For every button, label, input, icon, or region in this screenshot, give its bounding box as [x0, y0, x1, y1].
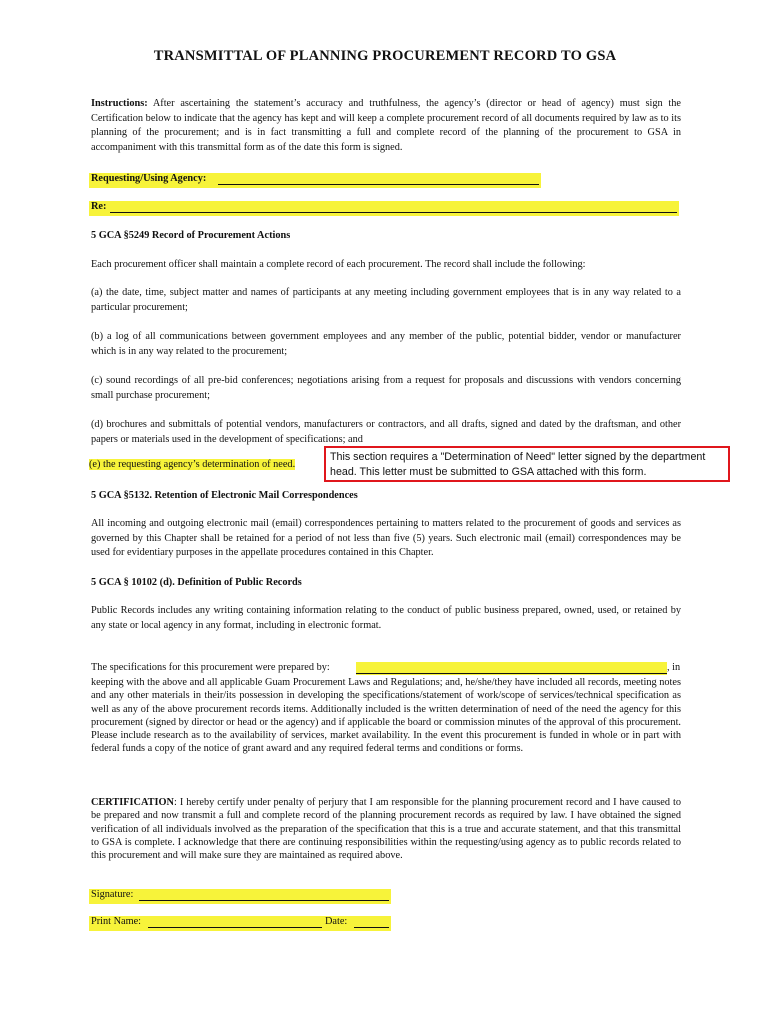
section-5132-text: All incoming and outgoing electronic mail (email) correspondences pertaining to matters related to the procurement of goods and services as governed by this Chapter shall be retained for a period of not less than five (5) years. Such electronic mail (email) correspondences may be used for evidentiary purposes in the appellate procedures contained in this Chapter. — [91, 518, 681, 559]
signature-label: Signature: — [91, 889, 134, 900]
item-d: (d) brochures and submittals of potential vendors, manufacturers or contractors, and all drafts, signed and dated by the draftsman, and other papers or materials used in the development of specifications; and — [91, 419, 681, 445]
specifications-text: keeping with the above and all applicable Guam Procurement Laws and Regulations; and, he/she/they have included all records, meeting notes and any other materials in their/its possession in developing the specifications/statement of work/scope of services/technical specification as well as any of the above procurement records items. Additionally included is the written determination of need of the need the agency for this procurement (signed by director or head or the agency) and if applicable the board or commission minutes of the approval of this procurement. Please include research as to the availability of services, market availability. In the event this procurement is funded in whole or in part with federal funds a copy of the notice of grant award and any required federal terms and conditions or forms. — [91, 677, 681, 755]
section-10102-heading: 5 GCA § 10102 (d). Definition of Public Records — [91, 577, 302, 588]
certification-text: : I hereby certify under penalty of perjury that I am responsible for the planning procurement record and I have caused to be prepared and now transmit a full and complete record of the planning procurement records as required by law. I have obtained the signed verification of all individuals involved as the preparation of the specification that this is a true and accurate statement, and that this transmittal to GSA is complete. I acknowledge that there are continuing responsibilities within the requesting/using agency as to public records related to this procurement and will make sure they are maintained as required above. — [91, 797, 681, 862]
item-a: (a) the date, time, subject matter and names of participants at any meeting including government employees that is in any way related to a particular procurement; — [91, 287, 681, 313]
date-field[interactable] — [354, 927, 389, 928]
specifications-lead: The specifications for this procurement were prepared by: — [91, 662, 330, 673]
section-5132-heading: 5 GCA §5132. Retention of Electronic Mail Correspondences — [91, 490, 358, 501]
re-field[interactable] — [110, 212, 677, 213]
item-b: (b) a log of all communications between government employees and any member of the public, potential bidder, vendor or manufacturer which is in any way related to the procurement; — [91, 331, 681, 357]
callout-line-2: head. This letter must be submitted to GSA attached with this form. — [330, 466, 647, 478]
print-name-field[interactable] — [148, 927, 322, 928]
re-label: Re: — [91, 201, 107, 212]
callout-line-1: This section requires a "Determination of Need" letter signed by the department — [330, 451, 706, 463]
item-c: (c) sound recordings of all pre-bid conferences; negotiations arising from a request for proposals and discussions with vendors concerning small purchase procurement; — [91, 375, 681, 401]
determination-of-need-callout — [324, 446, 730, 482]
signature-field[interactable] — [139, 900, 389, 901]
specifications-comma: , in — [667, 662, 681, 673]
page-title: TRANSMITTAL OF PLANNING PROCUREMENT RECORD TO GSA — [153, 48, 617, 64]
section-10102-text: Public Records includes any writing containing information relating to the conduct of public business prepared, owned, used, or retained by any state or local agency in any format, including in electronic format. — [91, 605, 681, 631]
agency-label: Requesting/Using Agency: — [91, 173, 207, 184]
re-highlight — [89, 201, 679, 216]
instructions-label: Instructions: — [91, 98, 148, 109]
instructions-paragraph — [91, 97, 681, 155]
section-5249-intro: Each procurement officer shall maintain a complete record of each procurement. The record shall include the following: — [91, 259, 586, 270]
signature-highlight — [89, 889, 391, 904]
print-name-label: Print Name: — [91, 916, 142, 927]
instructions-text: After ascertaining the statement’s accuracy and truthfulness, the agency’s (director or head of agency) must sign the Certification below to indicate that the agency has kept and will keep a complete procurement record of all documents required by law as to its planning of the procurement; and is in fact transmitting a full and complete record of the planning of the procurement to GSA in accompaniment with this transmittal form as of the date this form is signed. — [91, 98, 681, 153]
item-e — [89, 459, 295, 470]
agency-field[interactable] — [218, 184, 539, 185]
prepared-by-field[interactable] — [356, 673, 667, 674]
section-5249-heading: 5 GCA §5249 Record of Procurement Actions — [91, 230, 291, 241]
certification-paragraph — [91, 796, 681, 862]
certification-label: CERTIFICATION — [91, 797, 174, 808]
date-label: Date: — [325, 916, 348, 927]
item-e-text: (e) the requesting agency’s determination of need. — [89, 459, 296, 470]
